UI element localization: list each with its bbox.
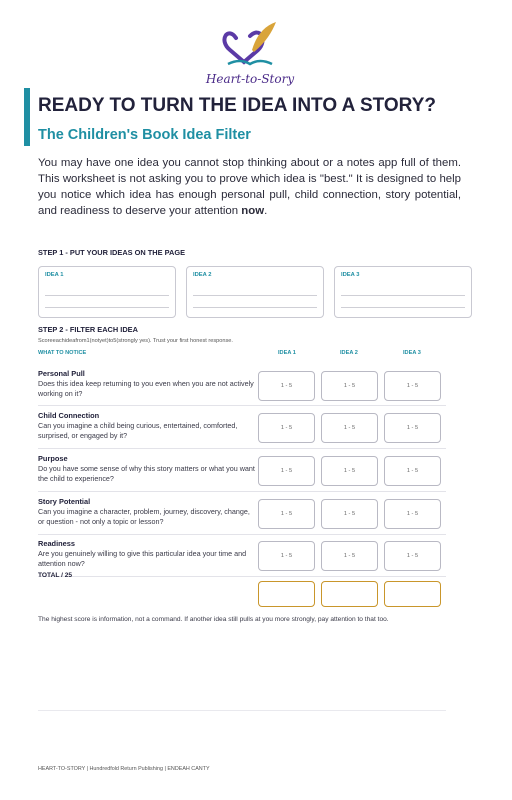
score-child-connection-idea-2[interactable]: 1 - 5 xyxy=(321,413,378,443)
total-idea-2-field[interactable] xyxy=(321,581,378,607)
idea-1-label: IDEA 1 xyxy=(45,272,64,278)
idea-3-line xyxy=(341,295,465,296)
page-footer: HEART-TO-STORY | Hundredfold Return Publishing | ENDEAH CANTY xyxy=(38,766,210,772)
score-personal-pull-idea-3[interactable]: 1 - 5 xyxy=(384,371,441,401)
column-header-idea-3: IDEA 3 xyxy=(403,350,421,356)
row-divider xyxy=(38,448,446,449)
score-story-potential-idea-3[interactable]: 1 - 5 xyxy=(384,499,441,529)
heart-to-story-logo xyxy=(200,20,300,86)
idea-3-line xyxy=(341,307,465,308)
criterion-child-connection xyxy=(38,411,258,441)
page-subtitle: The Children's Book Idea Filter xyxy=(38,127,251,143)
title-accent-bar xyxy=(24,88,30,146)
closing-note: The highest score is information, not a command. If another idea still pulls at you more strongly, pay attention to that too. xyxy=(38,616,389,623)
idea-2-label: IDEA 2 xyxy=(193,272,212,278)
score-story-potential-idea-2[interactable]: 1 - 5 xyxy=(321,499,378,529)
step2-title: STEP 2 - FILTER EACH IDEA xyxy=(38,325,138,334)
criterion-purpose xyxy=(38,454,258,484)
idea-2-line xyxy=(193,307,317,308)
column-header-what-to-notice: WHAT TO NOTICE xyxy=(38,350,87,356)
column-header-idea-2: IDEA 2 xyxy=(340,350,358,356)
criterion-description: Can you imagine a character, problem, journey, discovery, change, or question - not only a topic or lesson? xyxy=(38,507,250,526)
score-child-connection-idea-3[interactable]: 1 - 5 xyxy=(384,413,441,443)
score-readiness-idea-1[interactable]: 1 - 5 xyxy=(258,541,315,571)
intro-paragraph xyxy=(38,155,461,219)
page-title: READY TO TURN THE IDEA INTO A STORY? xyxy=(38,95,436,116)
step1-title: STEP 1 - PUT YOUR IDEAS ON THE PAGE xyxy=(38,248,186,257)
criterion-description: Are you genuinely willing to give this particular idea your time and attention now? xyxy=(38,549,247,568)
divider xyxy=(38,710,446,711)
score-purpose-idea-3[interactable]: 1 - 5 xyxy=(384,456,441,486)
row-divider xyxy=(38,576,446,577)
criterion-story-potential xyxy=(38,497,258,527)
total-idea-1-field[interactable] xyxy=(258,581,315,607)
column-header-idea-1: IDEA 1 xyxy=(278,350,296,356)
step2-instructions: Scoreeachideafrom1(notyet)to5(strongly yes). Trust your first honest response. xyxy=(38,338,233,344)
criterion-name: Child Connection xyxy=(38,411,100,420)
intro-end: . xyxy=(264,205,268,217)
score-story-potential-idea-1[interactable]: 1 - 5 xyxy=(258,499,315,529)
criterion-name: Story Potential xyxy=(38,497,91,506)
criterion-description: Does this idea keep returning to you even when you are not actively working on it? xyxy=(38,379,254,398)
idea-3-label: IDEA 3 xyxy=(341,272,360,278)
score-readiness-idea-3[interactable]: 1 - 5 xyxy=(384,541,441,571)
row-divider xyxy=(38,405,446,406)
score-readiness-idea-2[interactable]: 1 - 5 xyxy=(321,541,378,571)
intro-text: You may have one idea you cannot stop thinking about or a notes app full of them. This worksheet is not asking you to prove which idea is "best." It is designed to help you notice which idea has enough personal pull, child connection, story potential, and readiness to deserve your attention xyxy=(38,157,461,217)
heart-quill-icon xyxy=(222,20,278,70)
criterion-name: Personal Pull xyxy=(38,369,85,378)
criterion-name: Purpose xyxy=(38,454,68,463)
row-divider xyxy=(38,491,446,492)
idea-1-line xyxy=(45,295,169,296)
total-idea-3-field[interactable] xyxy=(384,581,441,607)
criterion-personal-pull xyxy=(38,369,258,399)
criterion-name: Readiness xyxy=(38,539,75,548)
idea-2-line xyxy=(193,295,317,296)
idea-1-line xyxy=(45,307,169,308)
intro-emphasis: now xyxy=(241,205,265,217)
criterion-description: Can you imagine a child being curious, entertained, comforted, surprised, or engaged by it? xyxy=(38,421,238,440)
score-personal-pull-idea-2[interactable]: 1 - 5 xyxy=(321,371,378,401)
idea-2-field[interactable] xyxy=(186,266,324,318)
score-purpose-idea-2[interactable]: 1 - 5 xyxy=(321,456,378,486)
idea-3-field[interactable] xyxy=(334,266,472,318)
score-child-connection-idea-1[interactable]: 1 - 5 xyxy=(258,413,315,443)
row-divider xyxy=(38,534,446,535)
criterion-readiness xyxy=(38,539,258,569)
score-purpose-idea-1[interactable]: 1 - 5 xyxy=(258,456,315,486)
score-personal-pull-idea-1[interactable]: 1 - 5 xyxy=(258,371,315,401)
criterion-description: Do you have some sense of why this story matters or what you want the child to experience? xyxy=(38,464,255,483)
total-label: TOTAL / 25 xyxy=(38,572,73,579)
idea-1-field[interactable] xyxy=(38,266,176,318)
logo-text: Heart-to-Story xyxy=(205,72,295,86)
